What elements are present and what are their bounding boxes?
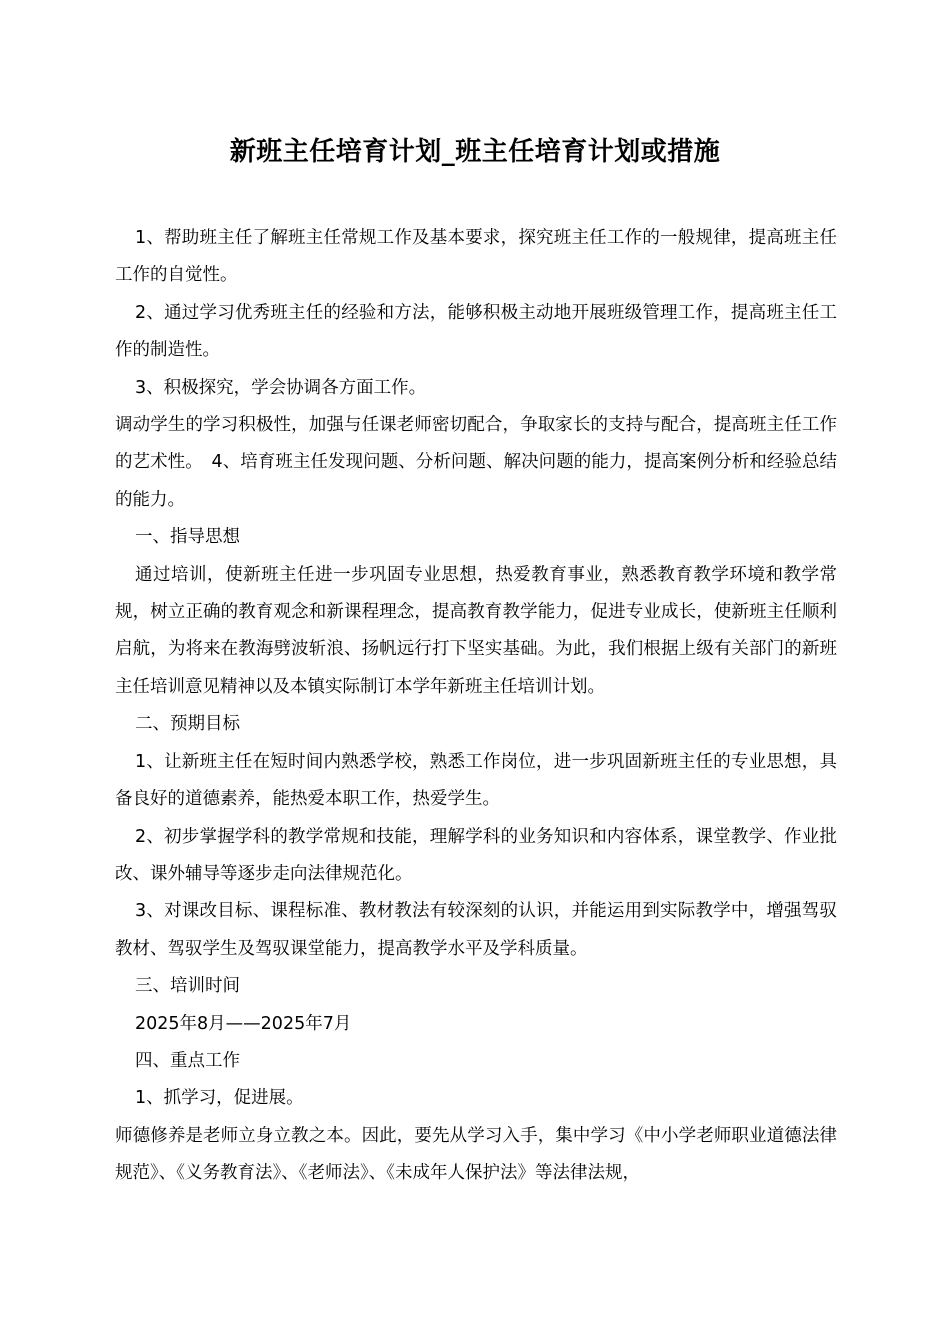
paragraph-expected-goal-3: 3、对课改目标、课程标准、教材教法有较深刻的认识，并能运用到实际教学中，增强驾驭教材、驾驭学生及驾驭课堂能力，提高教学水平及学科质量。 [115,901,837,959]
paragraph-goal-1: 1、帮助班主任了解班主任常规工作及基本要求，探究班主任工作的一般规律，提高班主任工作的自觉性。 [115,228,837,286]
paragraph-goal-3: 3、积极探究，学会协调各方面工作。 [135,377,427,398]
paragraph-expected-goal-2: 2、初步掌握学科的教学常规和技能，理解学科的业务知识和内容体系，课堂教学、作业批改、课外辅导等逐步走向法律规范化。 [115,826,837,884]
section-heading-key-work: 四、重点工作 [135,1050,240,1071]
paragraph-goal-2: 2、通过学习优秀班主任的经验和方法，能够积极主动地开展班级管理工作，提高班主任工作的制造性。 [115,302,837,361]
document-body [115,220,837,1193]
paragraph-goal-3-detail: 调动学生的学习积极性，加强与任课老师密切配合，争取家长的支持与配合，提高班主任工作的艺术性。 4、培育班主任发现问题、分析问题、解决问题的能力，提高案例分析和经验总结的能力。 [115,415,837,510]
section-heading-guiding-thought: 一、指导思想 [135,527,240,548]
paragraph-expected-goal-1: 1、让新班主任在短时间内熟悉学校，熟悉工作岗位，进一步巩固新班主任的专业思想，具备良好的道德素养，能热爱本职工作，热爱学生。 [115,751,837,810]
paragraph-guiding-thought: 通过培训，使新班主任进一步巩固专业思想，热爱教育事业，熟悉教育教学环境和教学常规，树立正确的教育观念和新课程理念，提高教育教学能力，促进专业成长，使新班主任顺利启航，为将来在教海劈波斩浪、扬帆远行打下坚实基础。为此，我们根据上级有关部门的新班主任培训意见精神以及本镇实际制订本学年新班主任培训计划。 [115,564,837,697]
section-heading-training-time: 三、培训时间 [135,976,240,997]
paragraph-ethics: 师德修养是老师立身立教之本。因此，要先从学习入手，集中学习《中小学老师职业道德法律规范》、《义务教育法》、《老师法》、《未成年人保护法》等法律法规， [115,1125,837,1184]
paragraph-key-work-1: 1、抓学习，促进展。 [135,1088,304,1109]
paragraph-training-time: 2025年8月——2025年7月 [135,1013,352,1034]
section-heading-expected-goals: 二、预期目标 [135,714,240,735]
document-title: 新班主任培育计划_班主任培育计划或措施 [229,137,721,167]
